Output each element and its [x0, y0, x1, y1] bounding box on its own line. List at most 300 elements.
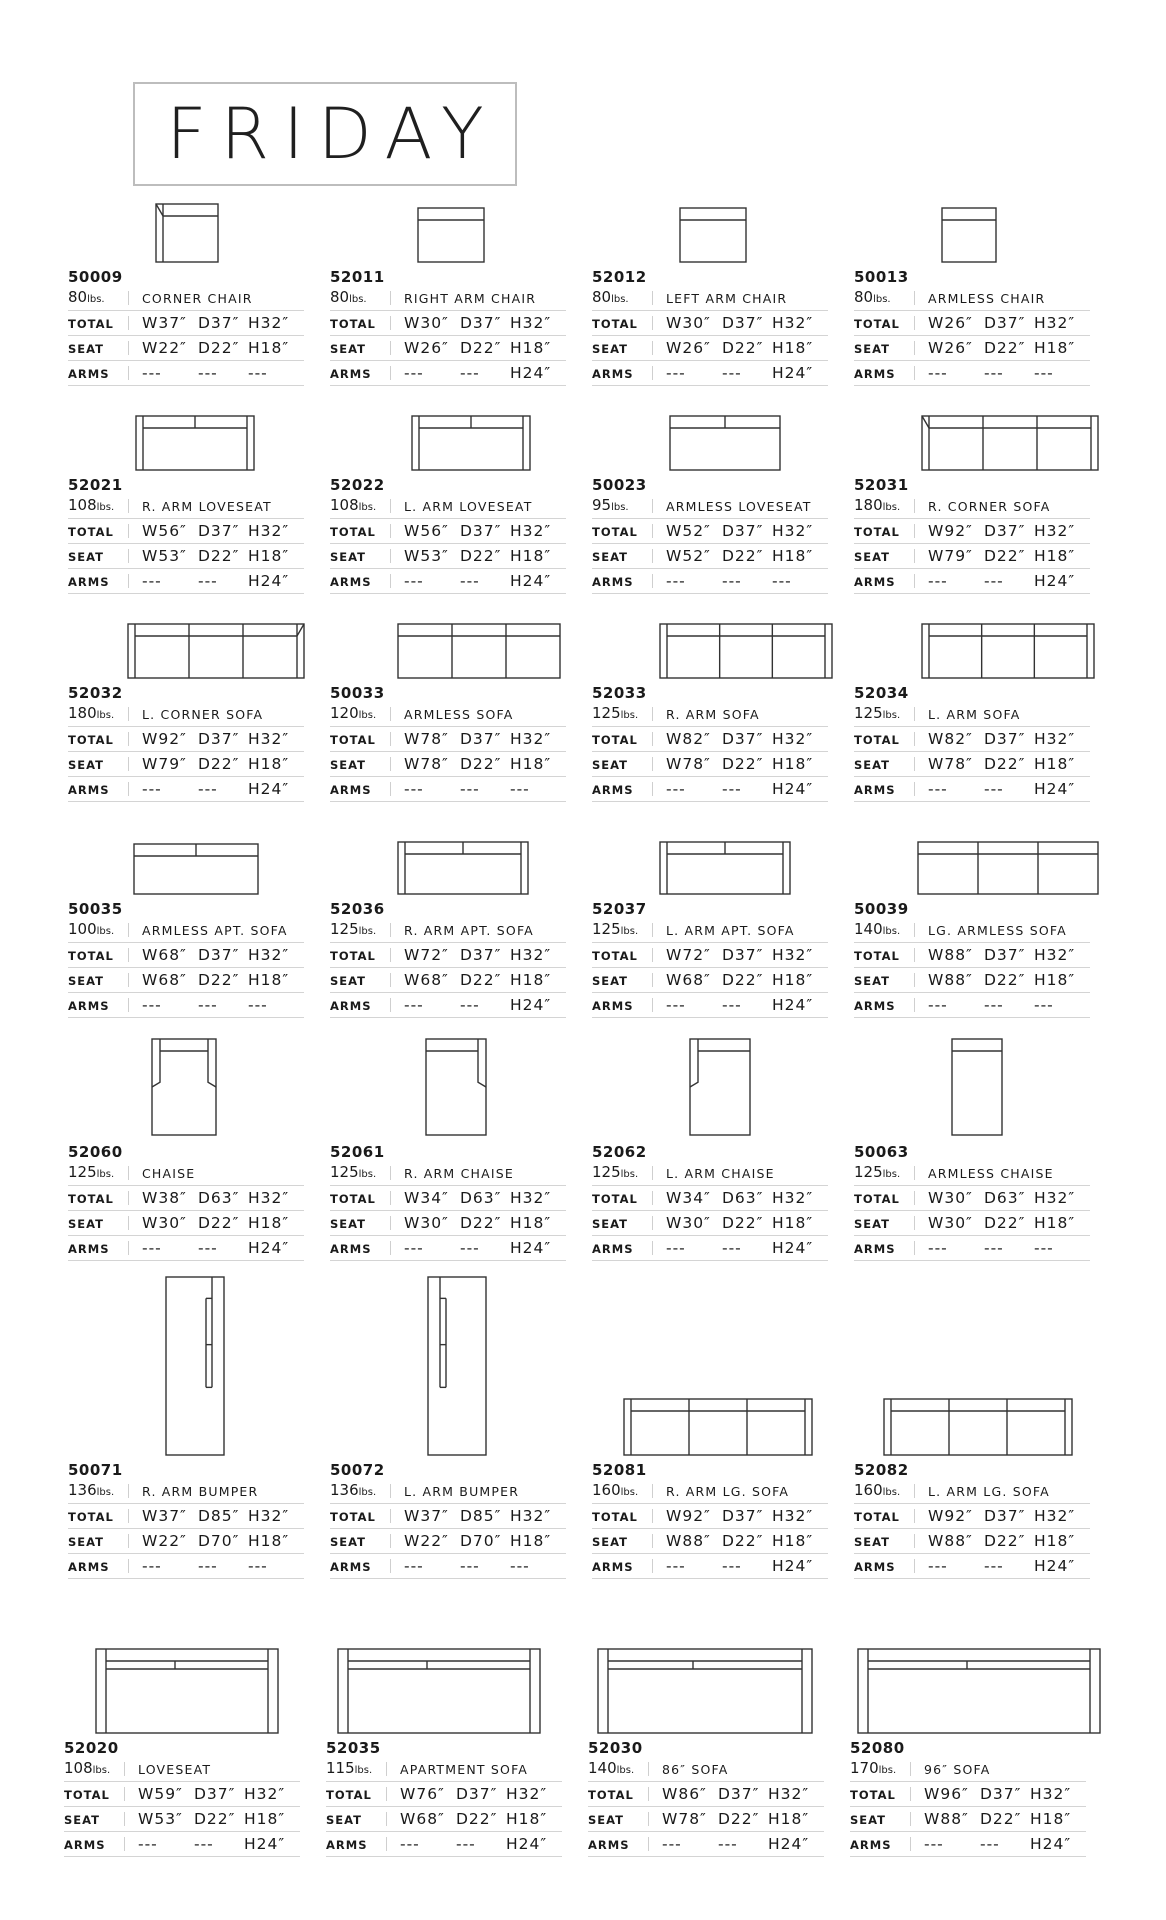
- total-label: TOTAL: [330, 1192, 376, 1206]
- total-height: H32″: [1030, 1785, 1072, 1803]
- weight-name-row: [330, 286, 566, 311]
- arms-depth: ---: [194, 1835, 214, 1853]
- total-depth: D37″: [984, 314, 1026, 332]
- arms-height: H24″: [772, 1239, 814, 1257]
- dimension-table: [330, 918, 566, 1018]
- total-height: H32″: [772, 1189, 814, 1207]
- arms-height: H24″: [1034, 1557, 1076, 1575]
- arms-label: ARMS: [854, 783, 896, 797]
- arms-depth: ---: [460, 780, 480, 798]
- total-depth: D37″: [984, 522, 1026, 540]
- total-label: TOTAL: [592, 317, 638, 331]
- arms-row: [68, 361, 304, 386]
- total-depth: D37″: [722, 1507, 764, 1525]
- seat-width: W78″: [662, 1810, 707, 1828]
- total-depth: D63″: [722, 1189, 764, 1207]
- arms-width: ---: [142, 364, 162, 382]
- total-label: TOTAL: [330, 733, 376, 747]
- seat-height: H18″: [1030, 1810, 1072, 1828]
- product-code: 50023: [592, 476, 647, 494]
- arms-width: ---: [142, 780, 162, 798]
- seat-row: [330, 752, 566, 777]
- total-width: W34″: [666, 1189, 711, 1207]
- seat-depth: D70″: [460, 1532, 502, 1550]
- total-height: H32″: [248, 730, 290, 748]
- total-width: W82″: [928, 730, 973, 748]
- arms-label: ARMS: [592, 1560, 634, 1574]
- dimension-table: [850, 1757, 1086, 1857]
- total-label: TOTAL: [854, 1192, 900, 1206]
- dimension-table: [68, 1161, 304, 1261]
- total-label: TOTAL: [68, 949, 114, 963]
- total-label: TOTAL: [592, 733, 638, 747]
- seat-height: H18″: [1034, 1214, 1076, 1232]
- total-row: [64, 1782, 300, 1807]
- total-depth: D37″: [984, 730, 1026, 748]
- seat-height: H18″: [772, 547, 814, 565]
- total-label: TOTAL: [592, 1192, 638, 1206]
- dimension-table: [330, 494, 566, 594]
- total-width: W72″: [404, 946, 449, 964]
- r-arm-sofa-diagram: [658, 622, 834, 680]
- seat-height: H18″: [772, 339, 814, 357]
- total-row: [68, 311, 304, 336]
- product-weight: 108lbs.: [64, 1759, 111, 1777]
- arms-height: H24″: [510, 364, 552, 382]
- seat-row: [68, 1211, 304, 1236]
- total-label: TOTAL: [330, 1510, 376, 1524]
- product-weight: 120lbs.: [330, 704, 377, 722]
- total-label: TOTAL: [854, 1510, 900, 1524]
- product-code: 50063: [854, 1143, 909, 1161]
- r-corner-sofa-diagram: [920, 414, 1100, 472]
- seat-depth: D22″: [194, 1810, 236, 1828]
- seat-label: SEAT: [68, 1217, 104, 1231]
- total-depth: D37″: [198, 946, 240, 964]
- arms-label: ARMS: [330, 1560, 372, 1574]
- total-label: TOTAL: [592, 1510, 638, 1524]
- total-label: TOTAL: [854, 733, 900, 747]
- seat-depth: D22″: [722, 547, 764, 565]
- total-label: TOTAL: [68, 733, 114, 747]
- seat-height: H18″: [248, 547, 290, 565]
- total-row: [854, 727, 1090, 752]
- seat-height: H18″: [248, 1214, 290, 1232]
- total-label: TOTAL: [326, 1788, 372, 1802]
- arms-depth: ---: [460, 364, 480, 382]
- product-name: CORNER CHAIR: [142, 291, 253, 306]
- total-depth: D37″: [456, 1785, 498, 1803]
- arms-depth: ---: [722, 780, 742, 798]
- total-height: H32″: [1034, 1189, 1076, 1207]
- arms-width: ---: [662, 1835, 682, 1853]
- seat-height: H18″: [772, 971, 814, 989]
- arms-width: ---: [404, 780, 424, 798]
- arms-depth: ---: [198, 1557, 218, 1575]
- total-height: H32″: [772, 946, 814, 964]
- product-weight: 80lbs.: [854, 288, 891, 306]
- dimension-table: [592, 702, 828, 802]
- armless-sofa-diagram: [396, 622, 562, 680]
- r-arm-chaise-diagram: [424, 1037, 488, 1137]
- arms-label: ARMS: [330, 783, 372, 797]
- total-depth: D37″: [984, 946, 1026, 964]
- total-row: [68, 1186, 304, 1211]
- product-name: ARMLESS APT. SOFA: [142, 923, 288, 938]
- seat-height: H18″: [768, 1810, 810, 1828]
- seat-height: H18″: [772, 755, 814, 773]
- r-arm-bumper-diagram: [164, 1275, 226, 1457]
- total-height: H32″: [506, 1785, 548, 1803]
- total-height: H32″: [510, 730, 552, 748]
- arms-label: ARMS: [330, 1242, 372, 1256]
- seat-row: [592, 544, 828, 569]
- l-arm-loveseat-diagram: [410, 414, 532, 472]
- arms-label: ARMS: [592, 1242, 634, 1256]
- dimension-table: [592, 918, 828, 1018]
- brand-logo-box: [133, 82, 517, 186]
- seat-label: SEAT: [592, 974, 628, 988]
- seat-width: W30″: [666, 1214, 711, 1232]
- arms-height: H24″: [1030, 1835, 1072, 1853]
- product-weight: 108lbs.: [330, 496, 377, 514]
- seat-height: H18″: [510, 547, 552, 565]
- seat-width: W88″: [666, 1532, 711, 1550]
- seat-width: W88″: [924, 1810, 969, 1828]
- arms-row: [330, 777, 566, 802]
- arms-label: ARMS: [330, 367, 372, 381]
- total-width: W30″: [666, 314, 711, 332]
- seat-depth: D22″: [460, 339, 502, 357]
- dimension-table: [68, 494, 304, 594]
- arms-depth: ---: [984, 1239, 1004, 1257]
- seat-row: [330, 1211, 566, 1236]
- arms-row: [68, 1554, 304, 1579]
- product-name: L. ARM APT. SOFA: [666, 923, 795, 938]
- total-width: W92″: [142, 730, 187, 748]
- seat-depth: D22″: [456, 1810, 498, 1828]
- total-height: H32″: [248, 1507, 290, 1525]
- product-name: L. ARM SOFA: [928, 707, 1021, 722]
- arms-width: ---: [404, 572, 424, 590]
- product-code: 52081: [592, 1461, 647, 1479]
- arms-label: ARMS: [68, 999, 110, 1013]
- total-depth: D37″: [722, 522, 764, 540]
- seat-depth: D22″: [984, 547, 1026, 565]
- seat-label: SEAT: [854, 1535, 890, 1549]
- left-arm-chair-diagram: [678, 206, 748, 264]
- total-width: W82″: [666, 730, 711, 748]
- total-width: W37″: [404, 1507, 449, 1525]
- total-depth: D63″: [984, 1189, 1026, 1207]
- seat-row: [68, 968, 304, 993]
- l-arm-chaise-diagram: [688, 1037, 752, 1137]
- arms-label: ARMS: [854, 575, 896, 589]
- total-width: W76″: [400, 1785, 445, 1803]
- arms-label: ARMS: [850, 1838, 892, 1852]
- seat-width: W88″: [928, 1532, 973, 1550]
- total-height: H32″: [510, 314, 552, 332]
- total-label: TOTAL: [854, 949, 900, 963]
- seat-row: [68, 336, 304, 361]
- product-name: L. ARM CHAISE: [666, 1166, 775, 1181]
- total-height: H32″: [772, 1507, 814, 1525]
- arms-label: ARMS: [854, 1560, 896, 1574]
- l-arm-apt-sofa-diagram: [658, 840, 792, 896]
- arms-height: ---: [1034, 1239, 1054, 1257]
- seat-row: [592, 752, 828, 777]
- total-height: H32″: [1034, 730, 1076, 748]
- l-arm-bumper-diagram: [426, 1275, 488, 1457]
- arms-height: H24″: [772, 996, 814, 1014]
- product-name: L. ARM LG. SOFA: [928, 1484, 1050, 1499]
- arms-depth: ---: [722, 572, 742, 590]
- total-depth: D37″: [460, 946, 502, 964]
- seat-width: W88″: [928, 971, 973, 989]
- seat-label: SEAT: [330, 758, 366, 772]
- seat-height: H18″: [772, 1532, 814, 1550]
- total-width: W92″: [928, 1507, 973, 1525]
- seat-depth: D22″: [460, 971, 502, 989]
- seat-width: W79″: [142, 755, 187, 773]
- seat-height: H18″: [1034, 971, 1076, 989]
- arms-depth: ---: [198, 364, 218, 382]
- seat-depth: D22″: [984, 971, 1026, 989]
- arms-width: ---: [138, 1835, 158, 1853]
- arms-width: ---: [928, 572, 948, 590]
- total-width: W26″: [928, 314, 973, 332]
- arms-width: ---: [404, 1239, 424, 1257]
- l-corner-sofa-diagram: [126, 622, 306, 680]
- seat-height: H18″: [1034, 339, 1076, 357]
- seat-width: W26″: [928, 339, 973, 357]
- total-row: [68, 727, 304, 752]
- arms-depth: ---: [984, 996, 1004, 1014]
- total-row: [330, 727, 566, 752]
- total-width: W56″: [404, 522, 449, 540]
- arms-width: ---: [666, 780, 686, 798]
- total-height: H32″: [768, 1785, 810, 1803]
- product-name: LOVESEAT: [138, 1762, 212, 1777]
- seat-width: W53″: [404, 547, 449, 565]
- arms-width: ---: [666, 572, 686, 590]
- weight-name-row: [68, 918, 304, 943]
- total-height: H32″: [1034, 946, 1076, 964]
- arms-label: ARMS: [854, 999, 896, 1013]
- arms-height: ---: [1034, 996, 1054, 1014]
- arms-depth: ---: [984, 780, 1004, 798]
- seat-width: W68″: [404, 971, 449, 989]
- arms-height: ---: [248, 996, 268, 1014]
- arms-width: ---: [928, 364, 948, 382]
- total-depth: D37″: [194, 1785, 236, 1803]
- seat-width: W53″: [142, 547, 187, 565]
- dimension-table: [68, 918, 304, 1018]
- weight-name-row: [64, 1757, 300, 1782]
- seat-label: SEAT: [68, 974, 104, 988]
- dimension-table: [330, 1479, 566, 1579]
- seat-label: SEAT: [854, 342, 890, 356]
- total-height: H32″: [1034, 314, 1076, 332]
- dimension-table: [854, 286, 1090, 386]
- total-row: [854, 943, 1090, 968]
- arms-row: [330, 1554, 566, 1579]
- arms-width: ---: [142, 1239, 162, 1257]
- product-code: 52030: [588, 1739, 643, 1757]
- seat-width: W22″: [142, 339, 187, 357]
- arms-label: ARMS: [592, 367, 634, 381]
- seat-width: W79″: [928, 547, 973, 565]
- arms-depth: ---: [722, 996, 742, 1014]
- apartment-sofa-diagram: [336, 1647, 542, 1735]
- arms-depth: ---: [456, 1835, 476, 1853]
- arms-label: ARMS: [330, 999, 372, 1013]
- seat-label: SEAT: [854, 1217, 890, 1231]
- dimension-table: [68, 702, 304, 802]
- total-row: [68, 1504, 304, 1529]
- product-weight: 180lbs.: [68, 704, 115, 722]
- seat-depth: D22″: [460, 547, 502, 565]
- product-weight: 80lbs.: [592, 288, 629, 306]
- arms-label: ARMS: [592, 575, 634, 589]
- dimension-table: [854, 1161, 1090, 1261]
- weight-name-row: [588, 1757, 824, 1782]
- product-name: LG. ARMLESS SOFA: [928, 923, 1067, 938]
- total-height: H32″: [1034, 1507, 1076, 1525]
- product-name: R. CORNER SOFA: [928, 499, 1051, 514]
- product-weight: 95lbs.: [592, 496, 629, 514]
- total-depth: D85″: [198, 1507, 240, 1525]
- product-code: 52011: [330, 268, 385, 286]
- product-code: 50071: [68, 1461, 123, 1479]
- arms-width: ---: [400, 1835, 420, 1853]
- arms-height: ---: [248, 364, 268, 382]
- arms-row: [854, 569, 1090, 594]
- dimension-table: [330, 1161, 566, 1261]
- seat-label: SEAT: [850, 1813, 886, 1827]
- product-name: CHAISE: [142, 1166, 196, 1181]
- seat-row: [850, 1807, 1086, 1832]
- arms-label: ARMS: [588, 1838, 630, 1852]
- arms-row: [854, 993, 1090, 1018]
- seat-height: H18″: [510, 339, 552, 357]
- arms-width: ---: [404, 1557, 424, 1575]
- total-depth: D37″: [980, 1785, 1022, 1803]
- product-code: 52036: [330, 900, 385, 918]
- seat-width: W30″: [404, 1214, 449, 1232]
- product-code: 50013: [854, 268, 909, 286]
- weight-name-row: [592, 494, 828, 519]
- seat-width: W30″: [928, 1214, 973, 1232]
- total-label: TOTAL: [850, 1788, 896, 1802]
- seat-label: SEAT: [854, 974, 890, 988]
- total-width: W68″: [142, 946, 187, 964]
- total-depth: D63″: [460, 1189, 502, 1207]
- total-row: [592, 943, 828, 968]
- arms-width: ---: [142, 572, 162, 590]
- arms-height: H24″: [772, 780, 814, 798]
- total-row: [592, 727, 828, 752]
- seat-width: W52″: [666, 547, 711, 565]
- seat-row: [854, 1211, 1090, 1236]
- r-arm-lg-sofa-diagram: [622, 1397, 814, 1457]
- product-code: 52080: [850, 1739, 905, 1757]
- total-depth: D37″: [198, 730, 240, 748]
- product-name: APARTMENT SOFA: [400, 1762, 529, 1777]
- product-code: 50039: [854, 900, 909, 918]
- product-weight: 125lbs.: [592, 920, 639, 938]
- total-width: W56″: [142, 522, 187, 540]
- arms-width: ---: [666, 1239, 686, 1257]
- total-height: H32″: [510, 946, 552, 964]
- arms-width: ---: [928, 996, 948, 1014]
- total-depth: D37″: [198, 522, 240, 540]
- weight-name-row: [330, 1479, 566, 1504]
- dimension-table: [330, 286, 566, 386]
- weight-name-row: [592, 702, 828, 727]
- seat-depth: D22″: [984, 1214, 1026, 1232]
- product-weight: 170lbs.: [850, 1759, 897, 1777]
- dimension-table: [592, 1479, 828, 1579]
- seat-width: W78″: [666, 755, 711, 773]
- arms-width: ---: [666, 1557, 686, 1575]
- arms-depth: ---: [980, 1835, 1000, 1853]
- arms-height: ---: [510, 1557, 530, 1575]
- seat-height: H18″: [248, 755, 290, 773]
- product-name: ARMLESS CHAIR: [928, 291, 1046, 306]
- arms-label: ARMS: [326, 1838, 368, 1852]
- total-label: TOTAL: [854, 317, 900, 331]
- product-weight: 180lbs.: [854, 496, 901, 514]
- product-weight: 140lbs.: [588, 1759, 635, 1777]
- product-code: 52062: [592, 1143, 647, 1161]
- arms-height: H24″: [772, 364, 814, 382]
- arms-label: ARMS: [68, 783, 110, 797]
- product-weight: 125lbs.: [592, 1163, 639, 1181]
- total-height: H32″: [248, 946, 290, 964]
- product-code: 52035: [326, 1739, 381, 1757]
- total-depth: D37″: [460, 522, 502, 540]
- arms-label: ARMS: [64, 1838, 106, 1852]
- seat-depth: D22″: [722, 755, 764, 773]
- product-weight: 160lbs.: [592, 1481, 639, 1499]
- arms-height: H24″: [510, 996, 552, 1014]
- armless-chaise-diagram: [950, 1037, 1004, 1137]
- lg-armless-sofa-diagram: [916, 840, 1100, 896]
- product-code: 52082: [854, 1461, 909, 1479]
- seat-depth: D22″: [984, 755, 1026, 773]
- arms-depth: ---: [984, 364, 1004, 382]
- seat-width: W78″: [404, 755, 449, 773]
- r-arm-loveseat-diagram: [134, 414, 256, 472]
- right-arm-chair-diagram: [416, 206, 486, 264]
- product-name: R. ARM LOVESEAT: [142, 499, 272, 514]
- weight-name-row: [592, 286, 828, 311]
- seat-depth: D22″: [984, 1532, 1026, 1550]
- chaise-diagram: [150, 1037, 218, 1137]
- product-weight: 136lbs.: [68, 1481, 115, 1499]
- weight-name-row: [850, 1757, 1086, 1782]
- total-height: H32″: [248, 314, 290, 332]
- arms-row: [592, 361, 828, 386]
- seat-depth: D22″: [198, 1214, 240, 1232]
- arms-depth: ---: [198, 1239, 218, 1257]
- seat-label: SEAT: [68, 342, 104, 356]
- total-depth: D37″: [198, 314, 240, 332]
- weight-name-row: [326, 1757, 562, 1782]
- seat-height: H18″: [1034, 547, 1076, 565]
- seat-width: W22″: [142, 1532, 187, 1550]
